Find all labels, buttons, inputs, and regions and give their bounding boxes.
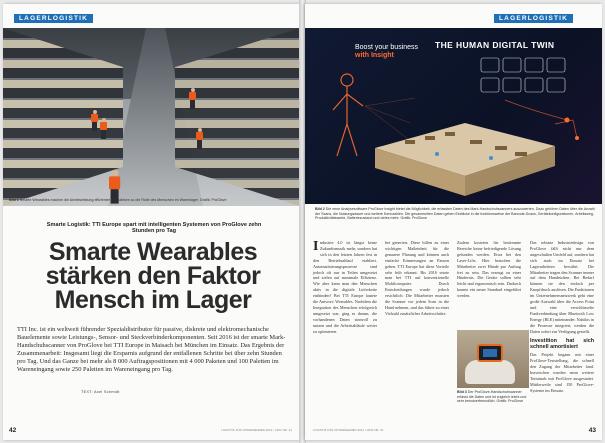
warehouse-photo: [3, 28, 300, 206]
digital-twin-graphic: [305, 28, 602, 204]
scanner-caption: Bild 3 Der ProGlove-Handschuhscanner erfasst die Daten und ist zugleich leicht und sehr benutzerfreundlich. Grafik: ProGlove: [457, 390, 527, 404]
page-footer: LOGISTIK FÜR UNTERNEHMEN 2021 / 2022 NR. 01: [221, 429, 292, 432]
article-column-2: bei generiert. Diese hilfen zu einer wichtigen Maßeinheit für die genauere Planung und können auch einfache Erinnerungen an Pausen geben. TTI Europe hat diese Vorteile sehr früh erkannt. Bis 2016 setzte man bei TTI auf konventionelle Mobilcomputer. Durch Entscheidungen wurde jedoch ersichtlich: Die Mitarbeiter mussten die Scanner vor jedem Scan in die Hand nehmen, und das führte zu einer Vielzahl zusätzlicher Arbeitsschritte.: [385, 240, 449, 316]
article-subline: Smarte Logistik: TTI Europe spart mit intelligenten Systemen von ProGlove zehn Stunden pro Tag: [46, 222, 262, 234]
page-number: 43: [588, 427, 596, 434]
article-column-3: Zudem kosteten für bestimmte Bereiche keine befriedigende Lösung gefunden werden. Etwa bei den Laser-Lifts. Hier brauchen die Mitarbeiter zwei Hände pro Auftrag frei zu sein. Das erzeugt zu einer Hindernis. Die Geräte sollten sehr leicht und ergonomisch sein. Dadurch konnte ein neuer Standard eingeführt werden.: [457, 240, 521, 299]
section-label: LAGERLOGISTIK: [494, 14, 573, 23]
article-lead: TTI Inc. ist ein weltweit führender Spezialdistributor für passive, diskrete und elektromechanische Bauelemente sowie Leistungs-, Sensor- und Steckverbinderkomponenten. Seit 2016 ist der smarte Mark-Handschuhscanner von ProGlove bei TTI Europe in Maisach bei München im Einsatz. Das Ergebnis der Zusammenarbeit: Insgesamt liegt die Ersparnis aufgrund der entfallenen Schritte bei über zehn Stunden pro Tag. Und das Ganze bei mehr als 8 000 Auftragspositionen mit 4 000 Paketen und 100 Paletten im Wareneingang sowie 250 Paletten im Wareneingang pro Tag.: [17, 326, 286, 374]
author-credit: TEXT: Axel Schmidt: [81, 390, 120, 394]
twin-title: THE HUMAN DIGITAL TWIN: [435, 40, 555, 50]
dropcap: I: [313, 239, 319, 254]
page-footer: LOGISTIK FÜR UNTERNEHMEN 2021 / 2022 NR. 01: [313, 429, 384, 432]
twin-illustration: [305, 28, 602, 204]
subheading: Investition hat sich schnell amortisiert: [530, 337, 594, 350]
page-number: 42: [9, 427, 17, 434]
article-headline: Smarte Wearables stärken den Faktor Mensch im Lager: [45, 238, 261, 314]
photo-caption: Bild 1 Smarte Wearables machen die Arbeitsleistung effizienter und stärken so die Rolle des Menschen im Warenlager. Grafik: ProGlove: [9, 198, 227, 203]
twin-caption: Bild 2 Die neue Analysesoftware ProGlove Insight bietet die Möglichkeit, die erfassten Daten des Mark-Handschuhscanners auszuwerten. Dazu gehören Daten über die Anzahl der Scans, die Nutzungsdauer und weitere Kennzahlen. Die gesammelten Daten geben Einblicke in die funktionsweise der Barcode-Scans, Gerätekonfigurationen, Arbeitsweg, Produktivitätswerte, Batteriezustand und vieles mehr. Grafik: ProGlove: [315, 207, 595, 221]
article-column-4: Das robuste Industriedesign von ProGlove fällt nicht nur dem ungeschulten Umfeld auf, sondern hat sich auch im Einsatz bei Lagerarbeitern bewährt. Die Mitarbeiter tragen den Scanner immer auf dem Handrücken. Bei Bedarf können sie den einfach per Knopfdruck auslösen. Die Funktionen im Unternehmensnetzwerk geht eine große Auswahl über die Access Point und eine verschlüsselte Funkverbindung über Bluetooth Low Energy (BLE) miteinander. Nahtlos in die Prozesse integriert, werden die Daten sofort zur Verfügung gestellt. Investition hat sich schnell amortisiert Das Projekt begann mit einer ProGlove-Teststellung, die schnell den Zugang der Mitarbeiter fand. Inzwischen wurden neun weitere Terminals mit ProGlove ausgestattet. Mittlerweile sind 150 ProGlove-Systeme im Einsatz.: [530, 240, 595, 393]
glove-scanner-photo: [457, 330, 529, 388]
section-label: LAGERLOGISTIK: [14, 14, 93, 23]
article-column-1: Industrie 4.0 ist längst keine Zukunftsmusik mehr, sondern hat sich in den letzten Jahren fest in den Betriebsablauf etabliert. Automatisierungsprozesse sind jedoch oft nur in Teilen umgesetzt und zielen auf maximale Effizienz. Wie aber kann man den Menschen aktiv in die digitale Lieferkette einbinden? Bei TTI Europe lautete die Antwort: Wearables. Nachdem die Integration des Menschen erfolgreich umgesetzt war, ging es darum, die vorhandenen Daten sinnvoll zu nutzen und die Arbeitsabläufe weiter zu optimieren.: [313, 239, 377, 334]
right-page: [305, 4, 602, 440]
left-page: [3, 4, 300, 440]
twin-boost-text: Boost your business with Insight: [355, 44, 419, 59]
